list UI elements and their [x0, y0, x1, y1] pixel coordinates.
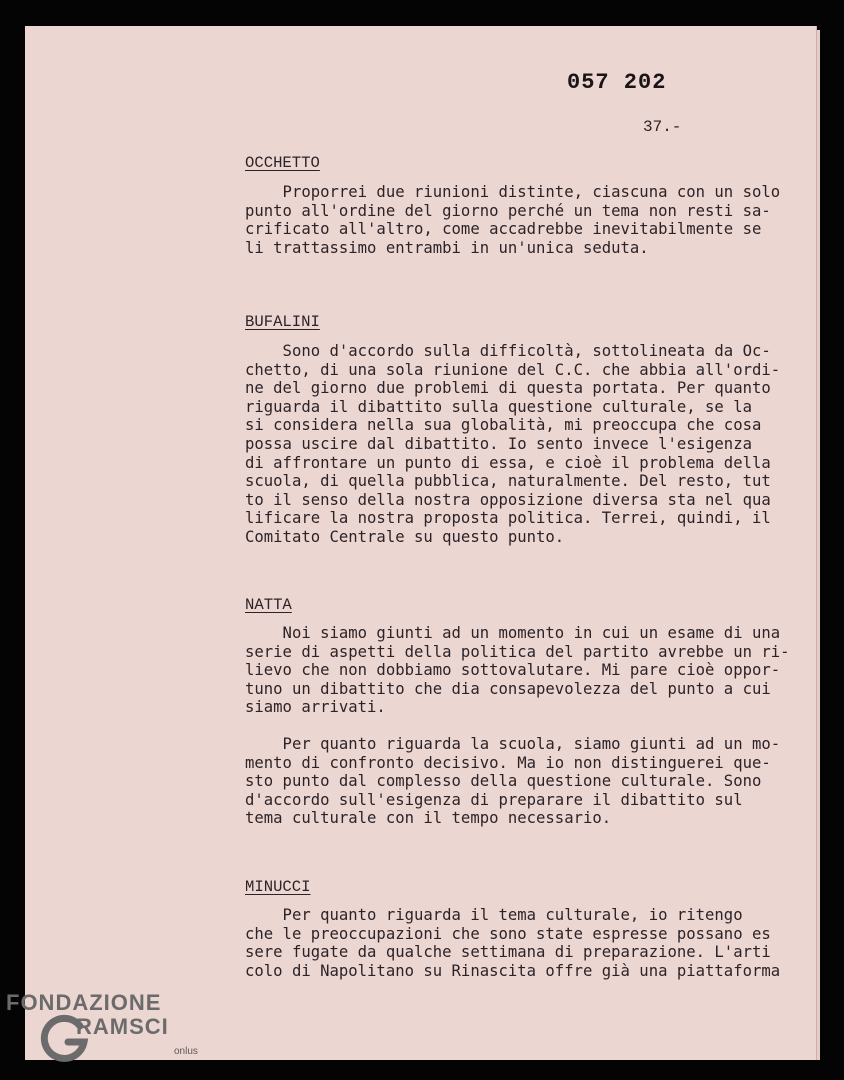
speaker-occhetto: OCCHETTO — [245, 154, 320, 172]
logo-suffix: onlus — [174, 1046, 198, 1057]
speaker-natta: NATTA — [245, 596, 292, 614]
speaker-minucci: MINUCCI — [245, 878, 311, 896]
paragraph-natta-2: Per quanto riguarda la scuola, siamo giunti ad un mo- mento di confronto decisivo. Ma io non distinguerei que- sto punto dal complesso della questione culturale. Sono d'accordo sull'esigenza di preparare il dibattito sul tema culturale con il tempo necessario. — [245, 735, 781, 828]
speaker-bufalini: BUFALINI — [245, 313, 320, 331]
paragraph-occhetto-1: Proporrei due riunioni distinte, ciascuna con un solo punto all'ordine del giorno perché un tema non resti sa- crificato all'altro, come accadrebbe inevitabilmente se li trattassimo entrambi in un'unica seduta. — [245, 183, 781, 257]
fondazione-gramsci-logo — [6, 990, 211, 1070]
logo-text-line2: RAMSCI — [76, 1014, 169, 1039]
logo-text-line1: FONDAZIONE — [6, 990, 162, 1015]
paragraph-natta-1: Noi siamo giunti ad un momento in cui un esame di una serie di aspetti della politica del partito avrebbe un ri- lievo che non dobbiamo sottovalutare. Mi pare cioè oppor- tuno un dibattito che dia consapevolezza del punto a cui siamo arrivati. — [245, 624, 790, 717]
paragraph-minucci-1: Per quanto riguarda il tema culturale, io ritengo che le preoccupazioni che sono state espresse possano es sere fugate da qualche settimana di preparazione. L'arti colo di Napolitano su Rinascita offre già una piattaforma — [245, 906, 781, 980]
archive-number: 057 202 — [567, 70, 667, 95]
page-number: 37.- — [643, 118, 682, 136]
paragraph-bufalini-1: Sono d'accordo sulla difficoltà, sottolineata da Oc- chetto, di una sola riunione del C.C. che abbia all'ordi- ne del giorno due problemi di questa portata. Per quanto riguarda il dibattito sulla questione culturale, se la si considera nella sua globalità, mi preoccupa che cosa possa uscire dal dibattito. Io sento invece l'esigenza di affrontare un punto di essa, e cioè il problema della scuola, di quella pubblica, naturalmente. Del resto, tut to il senso della nostra opposizione diversa sta nel qua lificare la nostra proposta politica. Terrei, quindi, il Comitato Centrale su questo punto. — [245, 342, 781, 546]
